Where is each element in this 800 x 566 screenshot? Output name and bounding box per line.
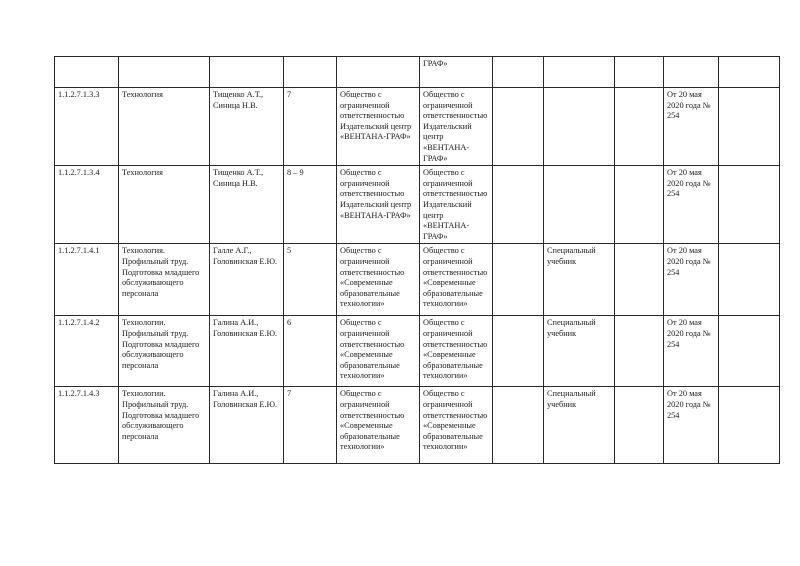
cell bbox=[615, 88, 664, 166]
cell bbox=[493, 244, 544, 316]
textbook-list-table bbox=[54, 56, 780, 464]
cell bbox=[210, 57, 284, 88]
authors-cell: Галина А.И., Головинская Е.Ю. bbox=[210, 316, 284, 387]
order-date-cell: От 20 мая 2020 года № 254 bbox=[664, 387, 719, 464]
cell bbox=[284, 57, 337, 88]
note-cell bbox=[544, 166, 615, 244]
code-cell: 1.1.2.7.1.3.4 bbox=[55, 166, 119, 244]
order-date-cell: От 20 мая 2020 года № 254 bbox=[664, 88, 719, 166]
cell bbox=[615, 387, 664, 464]
cell bbox=[493, 166, 544, 244]
order-date-cell: От 20 мая 2020 года № 254 bbox=[664, 244, 719, 316]
cell bbox=[119, 57, 210, 88]
authors-cell: Галина А.И., Головинская Е.Ю. bbox=[210, 387, 284, 464]
cell bbox=[493, 57, 544, 88]
authors-cell: Тищенко А.Т., Синица Н.В. bbox=[210, 88, 284, 166]
note-cell: Специальный учебник bbox=[544, 387, 615, 464]
table-row bbox=[55, 166, 780, 244]
cell bbox=[664, 57, 719, 88]
grade-cell: 8 – 9 bbox=[284, 166, 337, 244]
publisher-cell: Общество с ограниченной ответственностью «Современные образовательные технологии» bbox=[337, 387, 420, 464]
table-row bbox=[55, 88, 780, 166]
cell bbox=[493, 387, 544, 464]
subject-cell: Технологии. Профильный труд. Подготовка младшего обслуживающего персонала bbox=[119, 316, 210, 387]
cell bbox=[615, 57, 664, 88]
code-cell: 1.1.2.7.1.3.3 bbox=[55, 88, 119, 166]
cell bbox=[493, 316, 544, 387]
publisher2-cell: Общество с ограниченной ответственностью Издательский центр «ВЕНТАНА-ГРАФ» bbox=[420, 166, 493, 244]
code-cell: 1.1.2.7.1.4.3 bbox=[55, 387, 119, 464]
grade-cell: 7 bbox=[284, 88, 337, 166]
publisher2-cell: Общество с ограниченной ответственностью «Современные образовательные технологии» bbox=[420, 244, 493, 316]
subject-cell: Технологии. Профильный труд. Подготовка младшего обслуживающего персонала bbox=[119, 387, 210, 464]
order-date-cell: От 20 мая 2020 года № 254 bbox=[664, 316, 719, 387]
subject-cell: Технология. Профильный труд. Подготовка младшего обслуживающего персонала bbox=[119, 244, 210, 316]
grade-cell: 5 bbox=[284, 244, 337, 316]
cell bbox=[719, 316, 780, 387]
subject-cell: Технология bbox=[119, 88, 210, 166]
authors-cell: Галле А.Г., Головинская Е.Ю. bbox=[210, 244, 284, 316]
table-row bbox=[55, 387, 780, 464]
publisher-cell: Общество с ограниченной ответственностью Издательский центр «ВЕНТАНА-ГРАФ» bbox=[337, 88, 420, 166]
publisher2-cell: Общество с ограниченной ответственностью «Современные образовательные технологии» bbox=[420, 387, 493, 464]
cell bbox=[615, 316, 664, 387]
table-row bbox=[55, 316, 780, 387]
publisher2-cell: Общество с ограниченной ответственностью «Современные образовательные технологии» bbox=[420, 316, 493, 387]
cell bbox=[719, 88, 780, 166]
cell: ГРАФ» bbox=[420, 57, 493, 88]
publisher2-cell: Общество с ограниченной ответственностью Издательский центр «ВЕНТАНА-ГРАФ» bbox=[420, 88, 493, 166]
note-cell: Специальный учебник bbox=[544, 244, 615, 316]
order-date-cell: От 20 мая 2020 года № 254 bbox=[664, 166, 719, 244]
code-cell: 1.1.2.7.1.4.2 bbox=[55, 316, 119, 387]
grade-cell: 7 bbox=[284, 387, 337, 464]
cell bbox=[544, 57, 615, 88]
cell bbox=[493, 88, 544, 166]
table-row-continued bbox=[55, 57, 780, 88]
cell bbox=[615, 166, 664, 244]
code-cell: 1.1.2.7.1.4.1 bbox=[55, 244, 119, 316]
publisher-cell: Общество с ограниченной ответственностью «Современные образовательные технологии» bbox=[337, 244, 420, 316]
cell bbox=[719, 57, 780, 88]
subject-cell: Технология bbox=[119, 166, 210, 244]
cell bbox=[337, 57, 420, 88]
cell bbox=[615, 244, 664, 316]
cell bbox=[719, 244, 780, 316]
note-cell bbox=[544, 88, 615, 166]
publisher-cell: Общество с ограниченной ответственностью «Современные образовательные технологии» bbox=[337, 316, 420, 387]
cell bbox=[55, 57, 119, 88]
grade-cell: 6 bbox=[284, 316, 337, 387]
cell bbox=[719, 387, 780, 464]
publisher-cell: Общество с ограниченной ответственностью Издательский центр «ВЕНТАНА-ГРАФ» bbox=[337, 166, 420, 244]
note-cell: Специальный учебник bbox=[544, 316, 615, 387]
cell bbox=[719, 166, 780, 244]
table-row bbox=[55, 244, 780, 316]
authors-cell: Тищенко А.Т., Синица Н.В. bbox=[210, 166, 284, 244]
